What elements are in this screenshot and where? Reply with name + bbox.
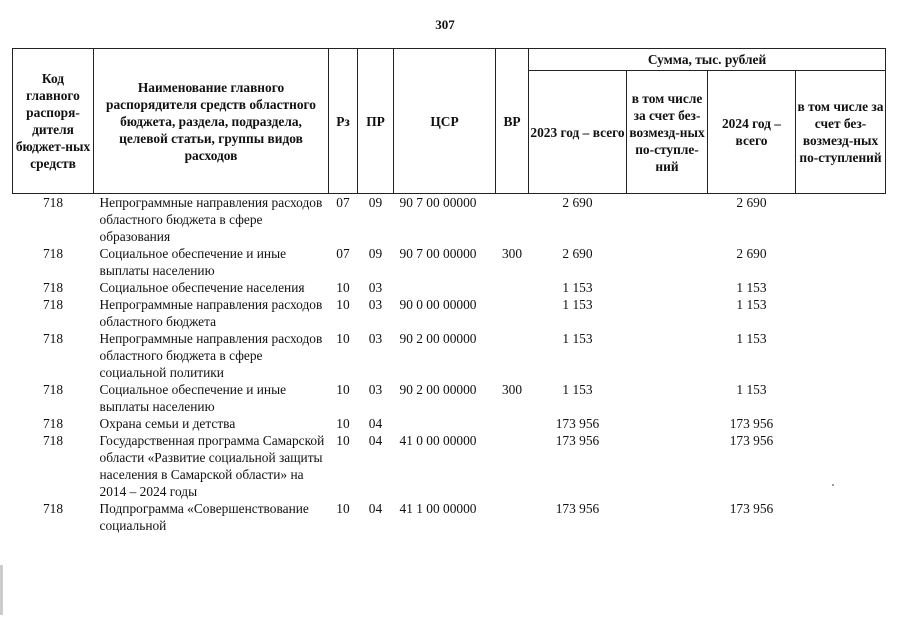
- header-2023-total: 2023 год – всего: [529, 71, 627, 194]
- cell-name: Социальное обеспечение населения: [99, 280, 305, 295]
- cell-csr: 90 2 00 00000: [399, 382, 477, 397]
- header-2024-total: 2024 год – всего: [708, 71, 796, 194]
- cell-name: Охрана семьи и детства: [99, 416, 236, 431]
- cell-vr: [496, 415, 529, 432]
- cell-csr: 41 0 00 00000: [399, 433, 477, 448]
- cell-kod: 718: [42, 433, 64, 448]
- cell-2024-total: 173 956: [729, 433, 774, 448]
- cell-2023-total: 173 956: [555, 433, 600, 448]
- cell-2023-free: [627, 296, 708, 330]
- cell-vr: [496, 330, 529, 381]
- cell-vr: [496, 296, 529, 330]
- cell-rz: 10: [336, 501, 350, 516]
- table-row: [13, 296, 886, 330]
- cell-2024-free: [796, 245, 886, 279]
- cell-csr: [394, 279, 496, 296]
- table-body: [13, 194, 886, 535]
- cell-vr: [496, 500, 529, 534]
- table-row: [13, 500, 886, 534]
- cell-name: Государственная программа Самарской области «Развитие социальной защиты населения в Самарской области» на 2014 – 2024 годы: [99, 433, 325, 499]
- cell-kod: 718: [42, 280, 64, 295]
- cell-csr: 41 1 00 00000: [399, 501, 477, 516]
- cell-2023-free: [627, 194, 708, 246]
- header-2024-free: в том числе за счет без-возмезд-ных по-ступлений: [796, 71, 886, 194]
- cell-2024-free: [796, 330, 886, 381]
- table-row: [13, 194, 886, 246]
- header-sum-group: Сумма, тыс. рублей: [529, 49, 886, 71]
- cell-vr: [496, 432, 529, 500]
- cell-2024-free: [796, 381, 886, 415]
- page-number: 307: [435, 17, 455, 32]
- cell-kod: 718: [42, 331, 64, 346]
- cell-2024-free: [796, 415, 886, 432]
- cell-rz: 10: [336, 280, 350, 295]
- cell-csr: 90 2 00 00000: [399, 331, 477, 346]
- table-row: [13, 279, 886, 296]
- cell-rz: 07: [336, 195, 350, 210]
- cell-name: Непрограммные направления расходов областного бюджета в сфере социальной политики: [99, 331, 323, 380]
- cell-kod: 718: [42, 501, 64, 516]
- cell-2023-total: 1 153: [562, 382, 593, 397]
- table-header: [13, 49, 886, 194]
- header-vr: ВР: [496, 49, 529, 194]
- header-kod: Код главного распоря-дителя бюджет-ных средств: [13, 49, 94, 194]
- cell-2023-free: [627, 415, 708, 432]
- cell-name: Непрограммные направления расходов областного бюджета: [99, 297, 323, 329]
- cell-kod: 718: [42, 195, 64, 210]
- cell-2023-total: 173 956: [555, 416, 600, 431]
- cell-2023-total: 1 153: [562, 297, 593, 312]
- cell-2024-total: 1 153: [736, 280, 767, 295]
- cell-2023-total: 1 153: [562, 280, 593, 295]
- cell-pr: 09: [368, 246, 383, 261]
- cell-2024-total: 1 153: [736, 331, 767, 346]
- cell-kod: 718: [42, 382, 64, 397]
- cell-vr: [496, 194, 529, 246]
- cell-vr: [496, 279, 529, 296]
- cell-2024-total: 2 690: [736, 246, 767, 261]
- header-2023-free: в том числе за счет без-возмезд-ных по-ступле-ний: [627, 71, 708, 194]
- cell-kod: 718: [42, 246, 64, 261]
- cell-2024-total: 2 690: [736, 195, 767, 210]
- cell-rz: 10: [336, 416, 350, 431]
- cell-2024-free: [796, 296, 886, 330]
- cell-2023-free: [627, 432, 708, 500]
- cell-2023-free: [627, 381, 708, 415]
- header-csr: ЦСР: [394, 49, 496, 194]
- cell-2024-total: 1 153: [736, 297, 767, 312]
- cell-kod: 718: [42, 297, 64, 312]
- cell-pr: 04: [368, 501, 383, 516]
- table-row: [13, 330, 886, 381]
- cell-rz: 10: [336, 382, 350, 397]
- scan-edge-mark: [0, 565, 3, 615]
- cell-pr: 03: [368, 331, 383, 346]
- cell-pr: 03: [368, 382, 383, 397]
- cell-2024-free: [796, 194, 886, 246]
- cell-csr: [394, 415, 496, 432]
- cell-name: Подпрограмма «Совершенствование социальной: [99, 501, 309, 533]
- cell-pr: 09: [368, 195, 383, 210]
- cell-csr: 90 7 00 00000: [399, 195, 477, 210]
- cell-pr: 03: [368, 297, 383, 312]
- header-name: Наименование главного распорядителя средств областного бюджета, раздела, подраздела, целевой статьи, группы видов расходов: [94, 49, 329, 194]
- cell-2023-total: 173 956: [555, 501, 600, 516]
- cell-vr: 300: [501, 246, 523, 261]
- header-pr: ПР: [358, 49, 394, 194]
- cell-pr: 04: [368, 433, 383, 448]
- cell-vr: 300: [501, 382, 523, 397]
- cell-2024-total: 1 153: [736, 382, 767, 397]
- cell-2023-total: 2 690: [562, 246, 593, 261]
- cell-kod: 718: [42, 416, 64, 431]
- table-row: [13, 381, 886, 415]
- cell-pr: 03: [368, 280, 383, 295]
- cell-2023-free: [627, 245, 708, 279]
- cell-name: Социальное обеспечение и иные выплаты населению: [99, 382, 287, 414]
- cell-rz: 10: [336, 433, 350, 448]
- cell-2024-free: [796, 279, 886, 296]
- table-row: [13, 415, 886, 432]
- cell-rz: 10: [336, 331, 350, 346]
- cell-2024-total: 173 956: [729, 416, 774, 431]
- cell-name: Социальное обеспечение и иные выплаты населению: [99, 246, 287, 278]
- cell-2024-total: 173 956: [729, 501, 774, 516]
- table-row: [13, 245, 886, 279]
- cell-2023-free: [627, 279, 708, 296]
- cell-2024-free: [796, 500, 886, 534]
- cell-2023-free: [627, 330, 708, 381]
- cell-pr: 04: [368, 416, 383, 431]
- cell-rz: 10: [336, 297, 350, 312]
- cell-csr: 90 0 00 00000: [399, 297, 477, 312]
- cell-rz: 07: [336, 246, 350, 261]
- header-rz: Рз: [329, 49, 358, 194]
- cell-2023-total: 2 690: [562, 195, 593, 210]
- cell-csr: 90 7 00 00000: [399, 246, 477, 261]
- cell-2023-total: 1 153: [562, 331, 593, 346]
- budget-table: [12, 48, 886, 534]
- table-row: [13, 432, 886, 500]
- cell-2024-free: [796, 432, 886, 500]
- scan-speck: [832, 484, 834, 486]
- cell-name: Непрограммные направления расходов областного бюджета в сфере образования: [99, 195, 323, 244]
- cell-2023-free: [627, 500, 708, 534]
